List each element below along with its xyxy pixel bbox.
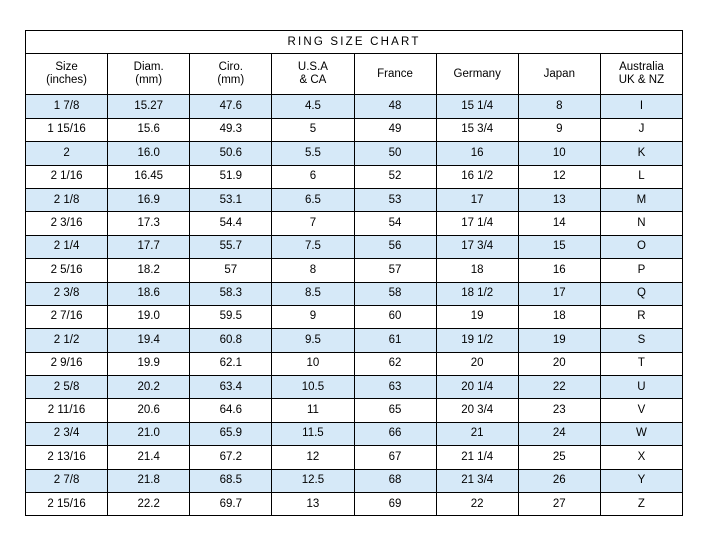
cell-r12-c7: 20 — [518, 352, 600, 375]
column-header-line1: U.S.A — [297, 61, 328, 74]
cell-r14-c2: 20.6 — [108, 399, 190, 422]
cell-r12-c3: 62.1 — [190, 352, 272, 375]
cell-r17-c8: Y — [600, 469, 682, 492]
table-row — [26, 282, 683, 305]
cell-r18-c2: 22.2 — [108, 493, 190, 516]
column-header-1 — [26, 54, 108, 95]
cell-r13-c6: 20 1/4 — [436, 376, 518, 399]
cell-r1-c7: 8 — [518, 95, 600, 118]
cell-r12-c1: 2 9/16 — [26, 352, 108, 375]
cell-r10-c4: 9 — [272, 305, 354, 328]
cell-r3-c1: 2 — [26, 142, 108, 165]
cell-r8-c2: 18.2 — [108, 259, 190, 282]
column-header-line1: Japan — [543, 67, 575, 80]
cell-r9-c6: 18 1/2 — [436, 282, 518, 305]
cell-r3-c4: 5.5 — [272, 142, 354, 165]
table-row — [26, 95, 683, 118]
column-header-line1: Size — [55, 61, 78, 74]
cell-r2-c6: 15 3/4 — [436, 118, 518, 141]
cell-r2-c7: 9 — [518, 118, 600, 141]
cell-r13-c5: 63 — [354, 376, 436, 399]
cell-r3-c3: 50.6 — [190, 142, 272, 165]
cell-r9-c4: 8.5 — [272, 282, 354, 305]
ring-size-chart — [25, 30, 683, 520]
cell-r18-c8: Z — [600, 493, 682, 516]
cell-r16-c7: 25 — [518, 446, 600, 469]
cell-r6-c2: 17.3 — [108, 212, 190, 235]
cell-r15-c6: 21 — [436, 422, 518, 445]
cell-r10-c6: 19 — [436, 305, 518, 328]
table-row — [26, 469, 683, 492]
cell-r3-c2: 16.0 — [108, 142, 190, 165]
cell-r14-c8: V — [600, 399, 682, 422]
table-row — [26, 376, 683, 399]
table-header-row — [26, 54, 683, 95]
table-row — [26, 305, 683, 328]
cell-r18-c1: 2 15/16 — [26, 493, 108, 516]
cell-r10-c7: 18 — [518, 305, 600, 328]
column-header-4 — [272, 54, 354, 95]
cell-r18-c7: 27 — [518, 493, 600, 516]
table-row — [26, 188, 683, 211]
cell-r3-c8: K — [600, 142, 682, 165]
cell-r16-c6: 21 1/4 — [436, 446, 518, 469]
cell-r13-c2: 20.2 — [108, 376, 190, 399]
table-row — [26, 235, 683, 258]
cell-r7-c2: 17.7 — [108, 235, 190, 258]
cell-r1-c1: 1 7/8 — [26, 95, 108, 118]
cell-r10-c1: 2 7/16 — [26, 305, 108, 328]
cell-r18-c5: 69 — [354, 493, 436, 516]
cell-r14-c6: 20 3/4 — [436, 399, 518, 422]
cell-r7-c1: 2 1/4 — [26, 235, 108, 258]
cell-r2-c8: J — [600, 118, 682, 141]
cell-r13-c1: 2 5/8 — [26, 376, 108, 399]
column-header-line2: (inches) — [46, 74, 88, 87]
cell-r12-c8: T — [600, 352, 682, 375]
cell-r5-c7: 13 — [518, 188, 600, 211]
cell-r6-c4: 7 — [272, 212, 354, 235]
cell-r4-c3: 51.9 — [190, 165, 272, 188]
cell-r9-c5: 58 — [354, 282, 436, 305]
cell-r13-c8: U — [600, 376, 682, 399]
column-header-6 — [436, 54, 518, 95]
cell-r3-c7: 10 — [518, 142, 600, 165]
cell-r4-c1: 2 1/16 — [26, 165, 108, 188]
column-header-line1: Diam. — [133, 61, 164, 74]
cell-r9-c2: 18.6 — [108, 282, 190, 305]
cell-r6-c5: 54 — [354, 212, 436, 235]
cell-r7-c5: 56 — [354, 235, 436, 258]
cell-r18-c6: 22 — [436, 493, 518, 516]
cell-r16-c1: 2 13/16 — [26, 446, 108, 469]
cell-r16-c2: 21.4 — [108, 446, 190, 469]
cell-r11-c5: 61 — [354, 329, 436, 352]
cell-r11-c6: 19 1/2 — [436, 329, 518, 352]
cell-r2-c4: 5 — [272, 118, 354, 141]
table-row — [26, 352, 683, 375]
cell-r11-c8: S — [600, 329, 682, 352]
cell-r15-c8: W — [600, 422, 682, 445]
cell-r8-c4: 8 — [272, 259, 354, 282]
cell-r4-c6: 16 1/2 — [436, 165, 518, 188]
cell-r16-c3: 67.2 — [190, 446, 272, 469]
page-title: RING SIZE CHART — [26, 31, 683, 54]
cell-r15-c5: 66 — [354, 422, 436, 445]
cell-r8-c6: 18 — [436, 259, 518, 282]
column-header-7 — [518, 54, 600, 95]
cell-r12-c6: 20 — [436, 352, 518, 375]
cell-r13-c7: 22 — [518, 376, 600, 399]
cell-r10-c2: 19.0 — [108, 305, 190, 328]
cell-r17-c1: 2 7/8 — [26, 469, 108, 492]
table-row — [26, 165, 683, 188]
cell-r1-c3: 47.6 — [190, 95, 272, 118]
cell-r9-c3: 58.3 — [190, 282, 272, 305]
cell-r2-c3: 49.3 — [190, 118, 272, 141]
cell-r2-c5: 49 — [354, 118, 436, 141]
column-header-line2: & CA — [299, 74, 327, 87]
cell-r9-c7: 17 — [518, 282, 600, 305]
cell-r4-c2: 16.45 — [108, 165, 190, 188]
cell-r7-c6: 17 3/4 — [436, 235, 518, 258]
cell-r18-c3: 69.7 — [190, 493, 272, 516]
cell-r16-c8: X — [600, 446, 682, 469]
cell-r4-c8: L — [600, 165, 682, 188]
column-header-3 — [190, 54, 272, 95]
cell-r7-c8: O — [600, 235, 682, 258]
cell-r16-c5: 67 — [354, 446, 436, 469]
cell-r17-c6: 21 3/4 — [436, 469, 518, 492]
cell-r7-c7: 15 — [518, 235, 600, 258]
cell-r15-c2: 21.0 — [108, 422, 190, 445]
cell-r1-c2: 15.27 — [108, 95, 190, 118]
cell-r7-c4: 7.5 — [272, 235, 354, 258]
cell-r17-c7: 26 — [518, 469, 600, 492]
cell-r5-c2: 16.9 — [108, 188, 190, 211]
cell-r1-c4: 4.5 — [272, 95, 354, 118]
cell-r14-c3: 64.6 — [190, 399, 272, 422]
column-header-line1: Australia — [619, 61, 664, 74]
cell-r7-c3: 55.7 — [190, 235, 272, 258]
cell-r4-c4: 6 — [272, 165, 354, 188]
title-row — [26, 31, 683, 54]
cell-r5-c6: 17 — [436, 188, 518, 211]
column-header-line2: UK & NZ — [618, 74, 665, 87]
table-row — [26, 493, 683, 516]
cell-r10-c8: R — [600, 305, 682, 328]
table-row — [26, 118, 683, 141]
cell-r16-c4: 12 — [272, 446, 354, 469]
cell-r12-c2: 19.9 — [108, 352, 190, 375]
cell-r15-c1: 2 3/4 — [26, 422, 108, 445]
table-row — [26, 259, 683, 282]
cell-r15-c7: 24 — [518, 422, 600, 445]
cell-r5-c4: 6.5 — [272, 188, 354, 211]
cell-r17-c4: 12.5 — [272, 469, 354, 492]
column-header-line2: (mm) — [135, 74, 163, 87]
cell-r5-c5: 53 — [354, 188, 436, 211]
table-row — [26, 212, 683, 235]
cell-r6-c7: 14 — [518, 212, 600, 235]
cell-r9-c1: 2 3/8 — [26, 282, 108, 305]
cell-r11-c2: 19.4 — [108, 329, 190, 352]
cell-r8-c1: 2 5/16 — [26, 259, 108, 282]
table-row — [26, 142, 683, 165]
cell-r5-c1: 2 1/8 — [26, 188, 108, 211]
cell-r4-c5: 52 — [354, 165, 436, 188]
cell-r5-c8: M — [600, 188, 682, 211]
cell-r17-c3: 68.5 — [190, 469, 272, 492]
cell-r2-c1: 1 15/16 — [26, 118, 108, 141]
cell-r10-c3: 59.5 — [190, 305, 272, 328]
cell-r13-c3: 63.4 — [190, 376, 272, 399]
cell-r9-c8: Q — [600, 282, 682, 305]
column-header-line2: (mm) — [217, 74, 245, 87]
cell-r8-c8: P — [600, 259, 682, 282]
cell-r5-c3: 53.1 — [190, 188, 272, 211]
cell-r12-c5: 62 — [354, 352, 436, 375]
table-row — [26, 422, 683, 445]
cell-r8-c5: 57 — [354, 259, 436, 282]
column-header-2 — [108, 54, 190, 95]
cell-r3-c5: 50 — [354, 142, 436, 165]
cell-r15-c3: 65.9 — [190, 422, 272, 445]
ring-size-table — [25, 30, 683, 516]
cell-r1-c8: I — [600, 95, 682, 118]
cell-r2-c2: 15.6 — [108, 118, 190, 141]
cell-r3-c6: 16 — [436, 142, 518, 165]
cell-r11-c7: 19 — [518, 329, 600, 352]
cell-r8-c3: 57 — [190, 259, 272, 282]
cell-r1-c5: 48 — [354, 95, 436, 118]
table-row — [26, 329, 683, 352]
cell-r11-c3: 60.8 — [190, 329, 272, 352]
cell-r6-c8: N — [600, 212, 682, 235]
cell-r15-c4: 11.5 — [272, 422, 354, 445]
cell-r1-c6: 15 1/4 — [436, 95, 518, 118]
cell-r14-c5: 65 — [354, 399, 436, 422]
cell-r14-c1: 2 11/16 — [26, 399, 108, 422]
cell-r17-c5: 68 — [354, 469, 436, 492]
cell-r11-c1: 2 1/2 — [26, 329, 108, 352]
cell-r6-c1: 2 3/16 — [26, 212, 108, 235]
column-header-line1: Germany — [453, 67, 501, 80]
column-header-8 — [600, 54, 682, 95]
table-row — [26, 399, 683, 422]
table-row — [26, 446, 683, 469]
column-header-line1: Ciro. — [218, 61, 243, 74]
cell-r12-c4: 10 — [272, 352, 354, 375]
cell-r14-c7: 23 — [518, 399, 600, 422]
cell-r13-c4: 10.5 — [272, 376, 354, 399]
column-header-5 — [354, 54, 436, 95]
cell-r6-c3: 54.4 — [190, 212, 272, 235]
cell-r4-c7: 12 — [518, 165, 600, 188]
cell-r11-c4: 9.5 — [272, 329, 354, 352]
cell-r17-c2: 21.8 — [108, 469, 190, 492]
table-body — [26, 31, 683, 516]
cell-r10-c5: 60 — [354, 305, 436, 328]
cell-r6-c6: 17 1/4 — [436, 212, 518, 235]
cell-r14-c4: 11 — [272, 399, 354, 422]
column-header-line1: France — [377, 67, 413, 80]
cell-r18-c4: 13 — [272, 493, 354, 516]
cell-r8-c7: 16 — [518, 259, 600, 282]
